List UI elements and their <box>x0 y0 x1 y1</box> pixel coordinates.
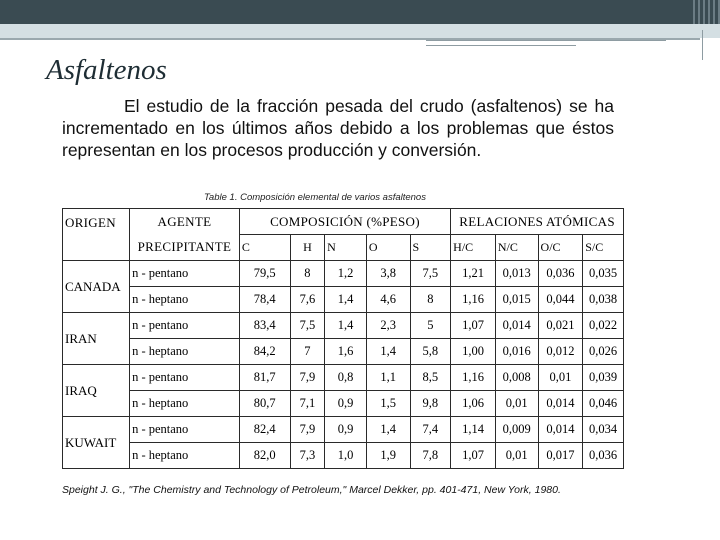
header-n: N <box>325 235 367 261</box>
sc-cell: 0,038 <box>583 287 624 313</box>
c-cell: 82,0 <box>239 443 290 469</box>
oc-cell: 0,036 <box>538 261 583 287</box>
oc-cell: 0,044 <box>538 287 583 313</box>
header-o: O <box>366 235 410 261</box>
sc-cell: 0,022 <box>583 313 624 339</box>
header-stripes <box>690 0 720 24</box>
agent-cell: n - pentano <box>130 417 240 443</box>
s-cell: 7,8 <box>410 443 451 469</box>
sc-cell: 0,046 <box>583 391 624 417</box>
s-cell: 5 <box>410 313 451 339</box>
table-row <box>63 443 624 469</box>
o-cell: 2,3 <box>366 313 410 339</box>
hc-cell: 1,21 <box>451 261 496 287</box>
hc-cell: 1,07 <box>451 313 496 339</box>
agent-cell: n - heptano <box>130 339 240 365</box>
nc-cell: 0,009 <box>495 417 538 443</box>
nc-cell: 0,015 <box>495 287 538 313</box>
sc-cell: 0,034 <box>583 417 624 443</box>
header-agente: AGENTE <box>130 209 240 235</box>
c-cell: 84,2 <box>239 339 290 365</box>
hc-cell: 1,06 <box>451 391 496 417</box>
n-cell: 1,4 <box>325 287 367 313</box>
n-cell: 1,6 <box>325 339 367 365</box>
nc-cell: 0,016 <box>495 339 538 365</box>
origin-cell: CANADA <box>63 261 130 313</box>
agent-cell: n - heptano <box>130 391 240 417</box>
oc-cell: 0,017 <box>538 443 583 469</box>
table-row <box>63 365 624 391</box>
agent-cell: n - heptano <box>130 287 240 313</box>
o-cell: 1,5 <box>366 391 410 417</box>
header-sc: S/C <box>583 235 624 261</box>
header-c: C <box>239 235 290 261</box>
s-cell: 5,8 <box>410 339 451 365</box>
origin-cell: KUWAIT <box>63 417 130 469</box>
c-cell: 82,4 <box>239 417 290 443</box>
oc-cell: 0,021 <box>538 313 583 339</box>
nc-cell: 0,013 <box>495 261 538 287</box>
nc-cell: 0,01 <box>495 443 538 469</box>
citation: Speight J. G., "The Chemistry and Technology of Petroleum," Marcel Dekker, pp. 401-471, New York, 1980. <box>62 484 561 496</box>
hc-cell: 1,00 <box>451 339 496 365</box>
h-cell: 8 <box>290 261 325 287</box>
sc-cell: 0,036 <box>583 443 624 469</box>
c-cell: 79,5 <box>239 261 290 287</box>
s-cell: 8 <box>410 287 451 313</box>
n-cell: 0,8 <box>325 365 367 391</box>
sc-cell: 0,035 <box>583 261 624 287</box>
table-row <box>63 391 624 417</box>
sc-cell: 0,039 <box>583 365 624 391</box>
hc-cell: 1,07 <box>451 443 496 469</box>
h-cell: 7,6 <box>290 287 325 313</box>
s-cell: 7,5 <box>410 261 451 287</box>
o-cell: 3,8 <box>366 261 410 287</box>
origin-cell: IRAQ <box>63 365 130 417</box>
table-row <box>63 313 624 339</box>
table-row <box>63 417 624 443</box>
agent-cell: n - heptano <box>130 443 240 469</box>
header-light-band <box>0 24 720 38</box>
h-cell: 7,1 <box>290 391 325 417</box>
oc-cell: 0,014 <box>538 417 583 443</box>
o-cell: 4,6 <box>366 287 410 313</box>
decorative-rule-short <box>426 45 576 46</box>
h-cell: 7,9 <box>290 365 325 391</box>
h-cell: 7,9 <box>290 417 325 443</box>
table-row <box>63 287 624 313</box>
top-header-band <box>0 0 720 24</box>
o-cell: 1,4 <box>366 339 410 365</box>
header-h: H <box>290 235 325 261</box>
c-cell: 83,4 <box>239 313 290 339</box>
header-precipitante: PRECIPITANTE <box>130 235 240 261</box>
agent-cell: n - pentano <box>130 365 240 391</box>
header-s: S <box>410 235 451 261</box>
c-cell: 78,4 <box>239 287 290 313</box>
table-caption: Table 1. Composición elemental de varios asfaltenos <box>204 192 426 203</box>
c-cell: 80,7 <box>239 391 290 417</box>
sc-cell: 0,026 <box>583 339 624 365</box>
hc-cell: 1,14 <box>451 417 496 443</box>
n-cell: 0,9 <box>325 391 367 417</box>
hc-cell: 1,16 <box>451 287 496 313</box>
c-cell: 81,7 <box>239 365 290 391</box>
origin-cell: IRAN <box>63 313 130 365</box>
hc-cell: 1,16 <box>451 365 496 391</box>
nc-cell: 0,014 <box>495 313 538 339</box>
table-subheader-row <box>63 235 624 261</box>
n-cell: 1,2 <box>325 261 367 287</box>
n-cell: 0,9 <box>325 417 367 443</box>
slide-title: Asfaltenos <box>46 54 167 86</box>
oc-cell: 0,01 <box>538 365 583 391</box>
n-cell: 1,4 <box>325 313 367 339</box>
agent-cell: n - pentano <box>130 261 240 287</box>
nc-cell: 0,01 <box>495 391 538 417</box>
body-paragraph: El estudio de la fracción pesada del crudo (asfaltenos) se ha incrementado en los últimos años debido a los problemas que éstos representan en los procesos producción y conversión. <box>62 96 614 160</box>
s-cell: 9,8 <box>410 391 451 417</box>
h-cell: 7 <box>290 339 325 365</box>
s-cell: 8,5 <box>410 365 451 391</box>
table-body <box>63 261 624 469</box>
header-relaciones: RELACIONES ATÓMICAS <box>451 209 624 235</box>
header-oc: O/C <box>538 235 583 261</box>
header-composicion: COMPOSICIÓN (%PESO) <box>239 209 450 235</box>
nc-cell: 0,008 <box>495 365 538 391</box>
h-cell: 7,5 <box>290 313 325 339</box>
table-row <box>63 339 624 365</box>
decorative-vertical-rule <box>702 30 703 60</box>
table-row <box>63 261 624 287</box>
decorative-rule <box>426 40 666 41</box>
table-header-row <box>63 209 624 235</box>
o-cell: 1,9 <box>366 443 410 469</box>
agent-cell: n - pentano <box>130 313 240 339</box>
o-cell: 1,4 <box>366 417 410 443</box>
o-cell: 1,1 <box>366 365 410 391</box>
n-cell: 1,0 <box>325 443 367 469</box>
h-cell: 7,3 <box>290 443 325 469</box>
s-cell: 7,4 <box>410 417 451 443</box>
oc-cell: 0,012 <box>538 339 583 365</box>
composition-table <box>62 208 624 469</box>
header-origen: ORIGEN <box>63 209 130 261</box>
header-hc: H/C <box>451 235 496 261</box>
header-nc: N/C <box>495 235 538 261</box>
oc-cell: 0,014 <box>538 391 583 417</box>
